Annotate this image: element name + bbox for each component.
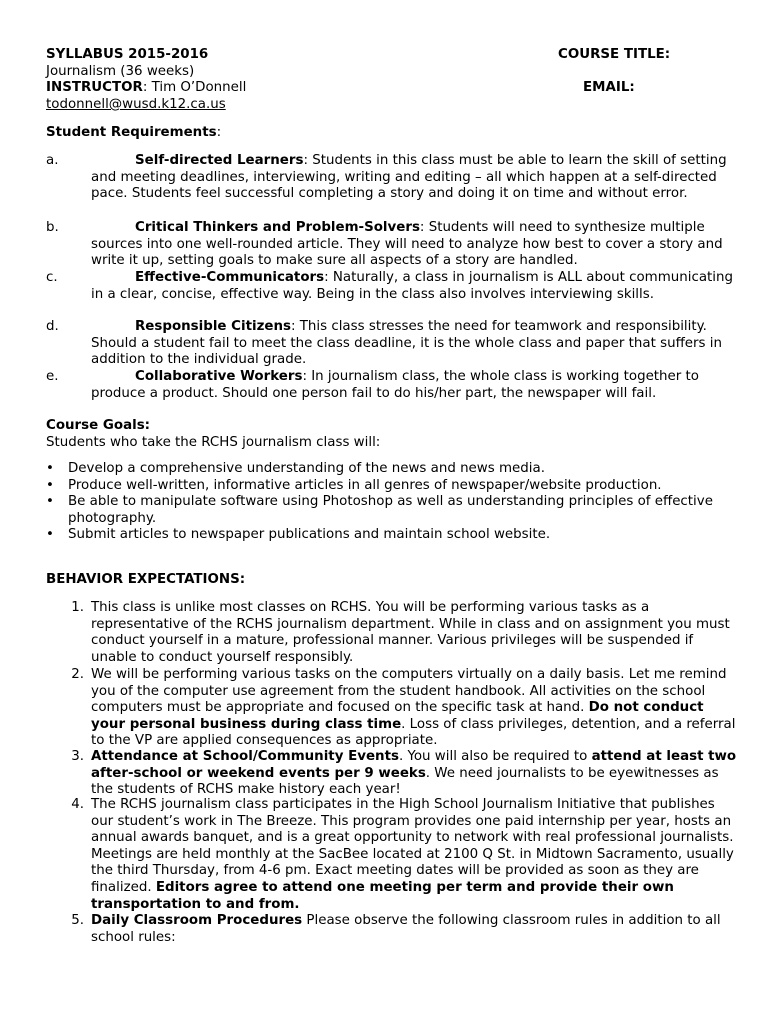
email-link[interactable]: todonnell@wusd.k12.ca.us xyxy=(46,97,226,112)
behavior-item: This class is unlike most classes on RCHS. You will be performing various tasks as a representative of the RCHS journalism department. While in class and on assignment you must conduct yourself in a mature, professional manner. Various privileges will be suspended if unable to conduct yourself responsibly. xyxy=(91,600,730,665)
requirement-item: Collaborative Workers: In journalism class, the whole class is working together to produce a product. Should one person fail to do his/her part, the newspaper will fail. xyxy=(91,369,699,401)
instructor-line: INSTRUCTOR: Tim O’Donnell xyxy=(46,80,247,95)
list-number: 1. xyxy=(71,600,84,615)
goal-item: Submit articles to newspaper publications and maintain school website. xyxy=(68,527,551,542)
behavior-item: The RCHS journalism class participates in the High School Journalism Initiative that publishes our student’s work in The Breeze. This program provides one paid internship per year, hosts an annual awards banquet, and is a great opportunity to network with real professional journalists. Meetings are held monthly at the SacBee located at 2100 Q St. in Midtown Sacramento, usually the third Thursday, from 4-6 pm. Exact meeting dates will be provided as soon as they are finalized. Editors agree to attend one meeting per term and provide their own transportation to and from. xyxy=(91,797,734,912)
list-number: 4. xyxy=(71,797,84,812)
requirement-item: Self-directed Learners: Students in this class must be able to learn the skill of setting and meeting deadlines, interviewing, writing and editing – all which happen at a self-directed pace. Students feel successful completing a story and doing it on time and without error. xyxy=(91,153,727,202)
behavior-item: Daily Classroom Procedures Please observe the following classroom rules in addition to all school rules: xyxy=(91,913,721,945)
behavior-item: Attendance at School/Community Events. You will also be required to attend at least two after-school or weekend events per 9 weeks. We need journalists to be eyewitnesses as the students of RCHS make history each year! xyxy=(91,749,737,798)
requirement-letter: b. xyxy=(46,220,59,235)
behavior-item: We will be performing various tasks on the computers virtually on a daily basis. Let me remind you of the computer use agreement from the student handbook. All activities on the school computers must be appropriate and focused on the specific task at hand. Do not conduct your personal business during class time. Loss of class privileges, detention, and a referral to the VP are applied consequences as appropriate. xyxy=(91,667,736,749)
goal-item: Produce well-written, informative articles in all genres of newspaper/website production. xyxy=(68,478,662,493)
requirements-heading: Student Requirements: xyxy=(46,125,222,140)
behavior-heading: BEHAVIOR EXPECTATIONS: xyxy=(46,572,246,587)
bullet-icon: • xyxy=(46,527,54,542)
syllabus-title: SYLLABUS 2015-2016 xyxy=(46,47,209,62)
requirement-item: Critical Thinkers and Problem-Solvers: Students will need to synthesize multiple sources into one well-rounded article. They will need to analyze how best to cover a story and write it up, setting goals to make sure all aspects of a story are handled. xyxy=(91,220,723,269)
goals-heading: Course Goals: xyxy=(46,418,151,433)
requirement-item: Responsible Citizens: This class stresses the need for teamwork and responsibility. Should a student fail to meet the class deadline, it is the whole class and paper that suffers in addition to the individual grade. xyxy=(91,319,722,368)
bullet-icon: • xyxy=(46,494,54,509)
requirement-item: Effective-Communicators: Naturally, a class in journalism is ALL about communicating in a clear, concise, effective way. Being in the class also involves interviewing skills. xyxy=(91,270,733,302)
list-number: 2. xyxy=(71,667,84,682)
email-label: EMAIL: xyxy=(583,80,635,95)
requirement-letter: e. xyxy=(46,369,59,384)
bullet-icon: • xyxy=(46,461,54,476)
goal-item: Be able to manipulate software using Photoshop as well as understanding principles of effective photography. xyxy=(68,494,713,526)
requirement-letter: d. xyxy=(46,319,59,334)
requirement-letter: c. xyxy=(46,270,58,285)
goal-item: Develop a comprehensive understanding of the news and news media. xyxy=(68,461,545,476)
list-number: 5. xyxy=(71,913,84,928)
course-name: Journalism (36 weeks) xyxy=(46,64,195,79)
course-title-label: COURSE TITLE: xyxy=(558,47,671,62)
requirement-letter: a. xyxy=(46,153,59,168)
list-number: 3. xyxy=(71,749,84,764)
bullet-icon: • xyxy=(46,478,54,493)
goals-intro: Students who take the RCHS journalism class will: xyxy=(46,435,381,450)
